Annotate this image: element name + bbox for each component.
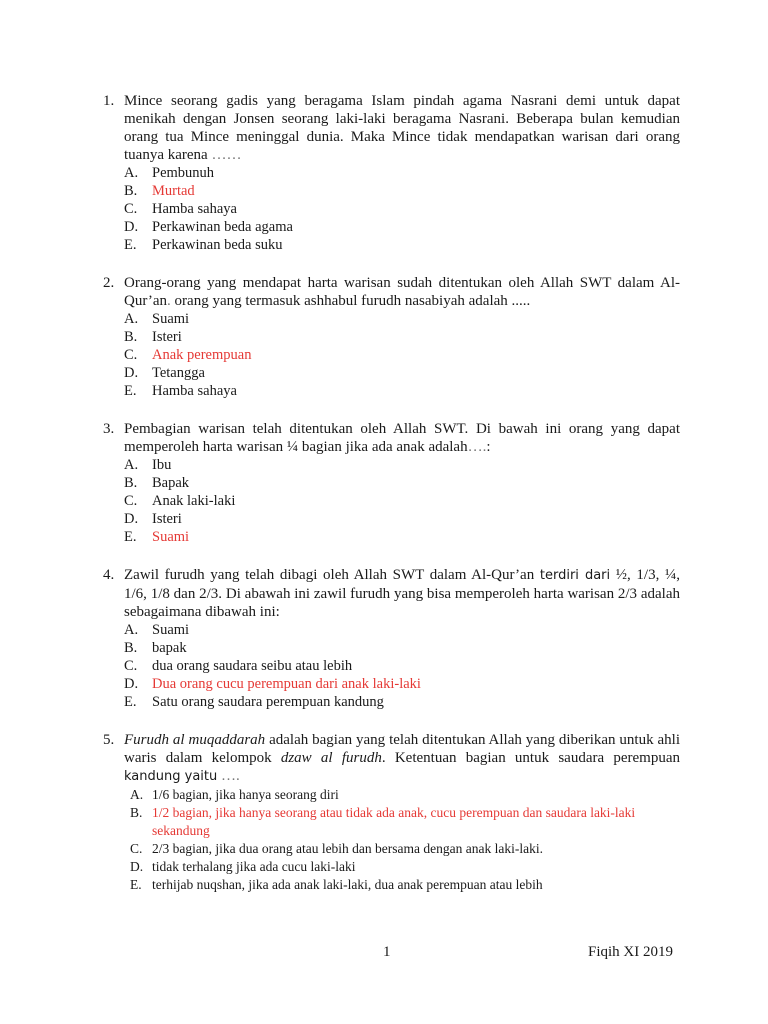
option-d: D. Isteri bbox=[124, 511, 182, 527]
question-list bbox=[90, 92, 680, 914]
option-e-answer: E. Suami bbox=[124, 529, 190, 545]
option-b-answer: B. Murtad bbox=[124, 183, 195, 199]
question-text: Zawil furudh yang telah dibagi oleh Allah SWT dalam Al-Qur’an terdiri dari ½, 1/3, ¼, 1/6, 1/8 dan 2/3. Di abawah ini zawil furudh yang bisa memperoleh harta warisan 2/3 adalah sebagaimana dibawah ini: bbox=[124, 567, 680, 620]
option-b: B. Isteri bbox=[124, 329, 182, 345]
option-list bbox=[124, 456, 680, 546]
question-1 bbox=[90, 92, 680, 254]
option-a: A. Suami bbox=[124, 622, 190, 638]
question-text: Orang-orang yang mendapat harta warisan sudah ditentukan oleh Allah SWT dalam Al-Qur’an. orang yang termasuk ashhabul furudh nasabiyah adalah ..... bbox=[124, 275, 680, 309]
option-c: C. dua orang saudara seibu atau lebih bbox=[124, 658, 353, 674]
question-4 bbox=[90, 566, 680, 711]
option-e: E. Satu orang saudara perempuan kandung bbox=[124, 694, 384, 710]
option-d: D. tidak terhalang jika ada cucu laki-laki bbox=[130, 859, 356, 874]
option-a: A. 1/6 bagian, jika hanya seorang diri bbox=[130, 787, 339, 802]
option-c-answer: C. Anak perempuan bbox=[124, 347, 252, 363]
option-list bbox=[124, 621, 680, 711]
option-b: B. bapak bbox=[124, 640, 187, 656]
option-d-answer: D. Dua orang cucu perempuan dari anak laki-laki bbox=[124, 676, 421, 692]
question-number: 4. bbox=[103, 567, 115, 583]
option-b-answer: B. 1/2 bagian, jika hanya seorang atau tidak ada anak, cucu perempuan dan saudara laki-laki sekandung bbox=[130, 805, 636, 838]
footer-title: Fiqih XI 2019 bbox=[588, 944, 674, 960]
option-e: E. Hamba sahaya bbox=[124, 383, 237, 399]
option-a: A. Ibu bbox=[124, 457, 172, 473]
option-e: E. terhijab nuqshan, jika ada anak laki-laki, dua anak perempuan atau lebih bbox=[130, 877, 543, 892]
option-a: A. Suami bbox=[124, 311, 190, 327]
question-text: Furudh al muqaddarah adalah bagian yang telah ditentukan Allah yang diberikan untuk ahli waris dalam kelompok dzaw al furudh. Ketentuan bagian untuk saudara perempuan kandung yaitu …. bbox=[124, 732, 681, 784]
option-e: E. Perkawinan beda suku bbox=[124, 237, 283, 253]
question-text: Pembagian warisan telah ditentukan oleh Allah SWT. Di bawah ini orang yang dapat memperoleh harta warisan ¼ bagian jika ada anak adalah….: bbox=[124, 421, 680, 455]
option-b: B. Bapak bbox=[124, 475, 190, 491]
question-number: 2. bbox=[103, 275, 115, 291]
option-d: D. Tetangga bbox=[124, 365, 205, 381]
question-number: 5. bbox=[103, 732, 115, 748]
question-5 bbox=[90, 731, 680, 894]
option-c: C. Anak laki-laki bbox=[124, 493, 236, 509]
option-c: C. Hamba sahaya bbox=[124, 201, 237, 217]
question-3 bbox=[90, 420, 680, 546]
option-list bbox=[124, 310, 680, 400]
option-d: D. Perkawinan beda agama bbox=[124, 219, 293, 235]
option-a: A. Pembunuh bbox=[124, 165, 215, 181]
option-list bbox=[124, 164, 680, 254]
option-list bbox=[124, 786, 680, 894]
page-number: 1 bbox=[383, 944, 391, 960]
question-number: 1. bbox=[103, 93, 115, 109]
option-c: C. 2/3 bagian, jika dua orang atau lebih dan bersama dengan anak laki-laki. bbox=[130, 841, 543, 856]
question-text: Mince seorang gadis yang beragama Islam pindah agama Nasrani demi untuk dapat menikah dengan Jonsen seorang laki-laki beragama Nasrani. Beberapa bulan kemudian orang tua Mince meninggal dunia. Maka Mince tidak mendapatkan warisan dari orang tuanya karena …… bbox=[124, 93, 680, 163]
question-2 bbox=[90, 274, 680, 400]
question-number: 3. bbox=[103, 421, 115, 437]
